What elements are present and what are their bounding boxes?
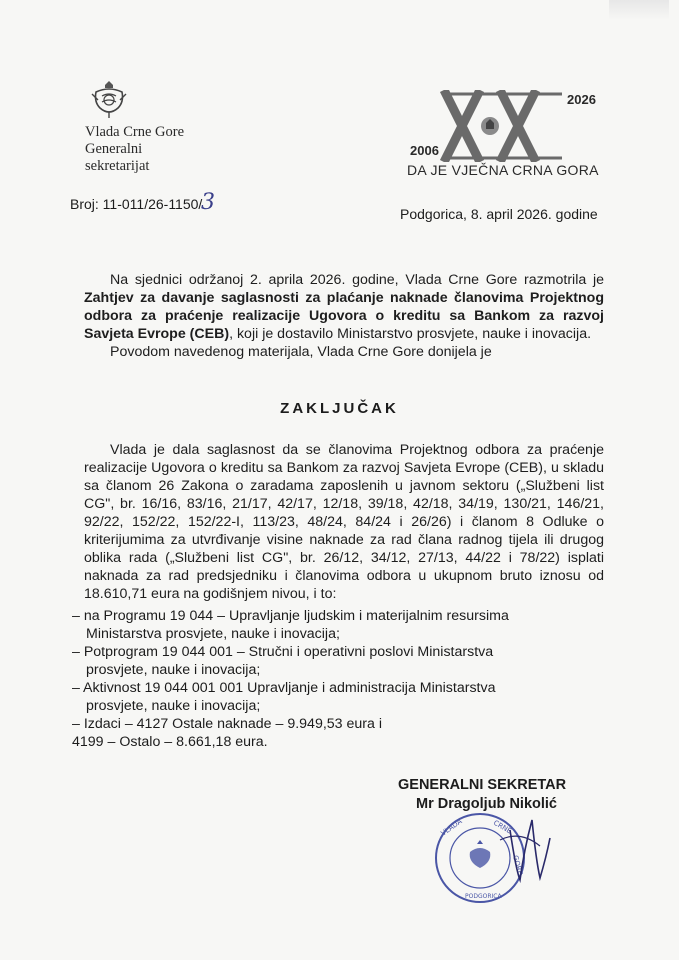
conclusion-paragraph: [84, 441, 604, 603]
handwritten-signature: [440, 800, 580, 890]
adoption-text: Povodom navedenog materijala, Vlada Crne Gore donijela je: [110, 344, 492, 360]
list-item: [72, 679, 602, 715]
svg-text:VLADA: VLADA: [439, 817, 464, 838]
signatory-title: GENERALNI SEKRETAR: [398, 777, 567, 793]
logo-year-right: 2026: [567, 92, 596, 107]
reference-handwritten-suffix: 3: [201, 190, 215, 215]
gov-line-1: Vlada Crne Gore: [85, 124, 185, 140]
montenegro-crest-icon: [88, 78, 130, 122]
list-item-continuation: prosvjete, nauke i inovacija;: [86, 698, 261, 714]
svg-text:GORE: GORE: [511, 854, 525, 877]
government-name: [85, 124, 184, 175]
signatory-name: Mr Dragoljub Nikolić: [416, 796, 557, 812]
svg-text:PODGORICA: PODGORICA: [465, 893, 502, 900]
intro-text-a: Na sjednici održanoj 2. aprila 2026. godine, Vlada Crne Gore razmotrila je: [110, 272, 604, 288]
list-item-line: – Izdaci – 4127 Ostale naknade – 9.949,53 eura i: [72, 716, 382, 732]
list-item-continuation: prosvjete, nauke i inovacija;: [86, 662, 261, 678]
list-item-continuation: 4199 – Ostalo – 8.661,18 eura.: [72, 734, 268, 750]
list-item-continuation: Ministarstva prosvjete, nauke i inovacija;: [86, 626, 340, 642]
conclusion-text: Vlada je dala saglasnost da se članovima Projektnog odbora za praćenje realizacije Ugovora o kreditu sa Bankom za razvoj Savjeta Evrope (CEB), u skladu sa članom 26 Zakona o zaradama zaposlenih u javnom sektoru („Službeni list CG", br. 16/16, 83/16, 21/17, 42/17, 12/18, 39/18, 42/18, 34/19, 130/21, 146/21, 92/22, 152/22, 152/22-I, 113/23, 48/24, 84/24 i 26/26) i članom 8 Odluke o kriterijumima za utvrđivanje visine naknade za rad člana radnog tijela ili drugog oblika rada („Službeni list CG", br. 26/12, 34/12, 27/13, 44/22 i 78/22) isplati naknada za rad predsjedniku i članovima odbora u ukupnom bruto iznosu od 18.610,71 eura na godišnjem nivou, i to:: [84, 442, 604, 602]
motto: DA JE VJEČNA CRNA GORA: [407, 162, 599, 178]
list-item-line: – Potprogram 19 044 001 – Stručni i operativni poslovi Ministarstva: [72, 644, 494, 660]
reference-number: Broj: 11-011/26-1150/: [70, 196, 203, 212]
list-item-line: – na Programu 19 044 – Upravljanje ljudskim i materijalnim resursima: [72, 608, 509, 624]
list-item: [72, 607, 602, 643]
adoption-paragraph: [84, 343, 604, 361]
scan-artifact: [609, 0, 669, 20]
gov-line-3: sekretarijat: [85, 158, 150, 174]
gov-line-2: Generalni: [85, 141, 143, 157]
place-date: Podgorica, 8. april 2026. godine: [400, 206, 598, 222]
intro-paragraph: [84, 271, 604, 343]
svg-text:CRNE: CRNE: [492, 818, 513, 836]
list-item: [72, 643, 602, 679]
conclusion-title: ZAKLJUČAK: [280, 400, 399, 417]
anniversary-logo: [438, 90, 568, 162]
budget-items-list: [72, 607, 602, 751]
logo-year-left: 2006: [410, 143, 439, 158]
intro-text-b: , koji je dostavilo Ministarstvo prosvjete, nauke i inovacija.: [229, 326, 592, 342]
list-item: [72, 715, 602, 751]
list-item-line: – Aktivnost 19 044 001 001 Upravljanje i administracija Ministarstva: [72, 680, 496, 696]
intro-text-bold: Zahtjev za davanje saglasnosti za plaćanje naknade članovima Projektnog odbora za praćenje realizacije Ugovora o kreditu sa Bankom za razvoj Savjeta Evrope (CEB): [84, 290, 604, 342]
